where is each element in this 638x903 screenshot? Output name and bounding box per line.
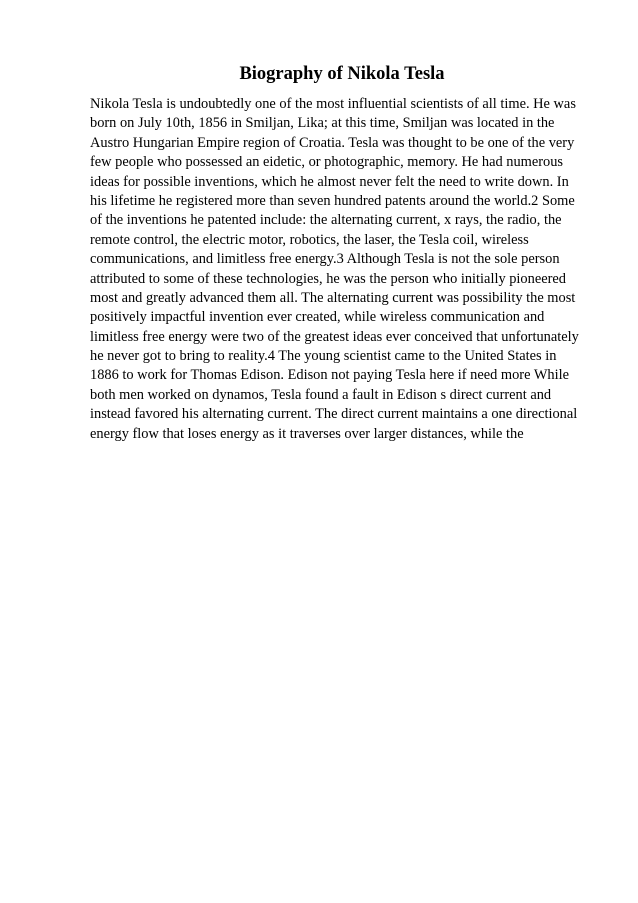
text-line: remote control, the electric motor, robotics, the laser, the Tesla coil, wireless xyxy=(90,231,529,248)
text-line: few people who possessed an eidetic, or photographic, memory. He had numerous xyxy=(90,154,564,171)
text-line: Austro Hungarian Empire region of Croatia. Tesla was thought to be one of the very xyxy=(90,134,575,151)
text-line: he never got to bring to reality.4 The young scientist came to the United States in xyxy=(90,348,557,365)
text-line: most and greatly advanced them all. The alternating current was possibility the most xyxy=(90,289,576,306)
text-line: both men worked on dynamos, Tesla found a fault in Edison s direct current and xyxy=(90,386,552,403)
text-line: energy flow that loses energy as it traverses over larger distances, while the xyxy=(90,425,524,442)
text-line: communications, and limitless free energy.3 Although Tesla is not the sole person xyxy=(90,251,560,268)
text-line: his lifetime he registered more than seven hundred patents around the world.2 Some xyxy=(90,192,575,209)
text-line: limitless free energy were two of the greatest ideas ever conceived that unfortunately xyxy=(90,328,579,345)
text-line: of the inventions he patented include: the alternating current, x rays, the radio, the xyxy=(90,212,562,229)
text-line: 1886 to work for Thomas Edison. Edison not paying Tesla here if need more While xyxy=(90,367,569,384)
text-line: Nikola Tesla is undoubtedly one of the most influential scientists of all time. He was xyxy=(90,96,576,112)
text-line: positively impactful invention ever created, while wireless communication and xyxy=(90,309,545,326)
text-line: attributed to some of these technologies, he was the person who initially pioneered xyxy=(90,270,566,287)
text-line: ideas for possible inventions, which he almost never felt the need to write down. In xyxy=(90,173,569,190)
body-paragraph xyxy=(90,95,590,444)
text-line: instead favored his alternating current. The direct current maintains a one directional xyxy=(90,406,578,423)
text-line: born on July 10th, 1856 in Smiljan, Lika; at this time, Smiljan was located in the xyxy=(90,115,555,132)
document-title: Biography of Nikola Tesla xyxy=(239,64,445,84)
